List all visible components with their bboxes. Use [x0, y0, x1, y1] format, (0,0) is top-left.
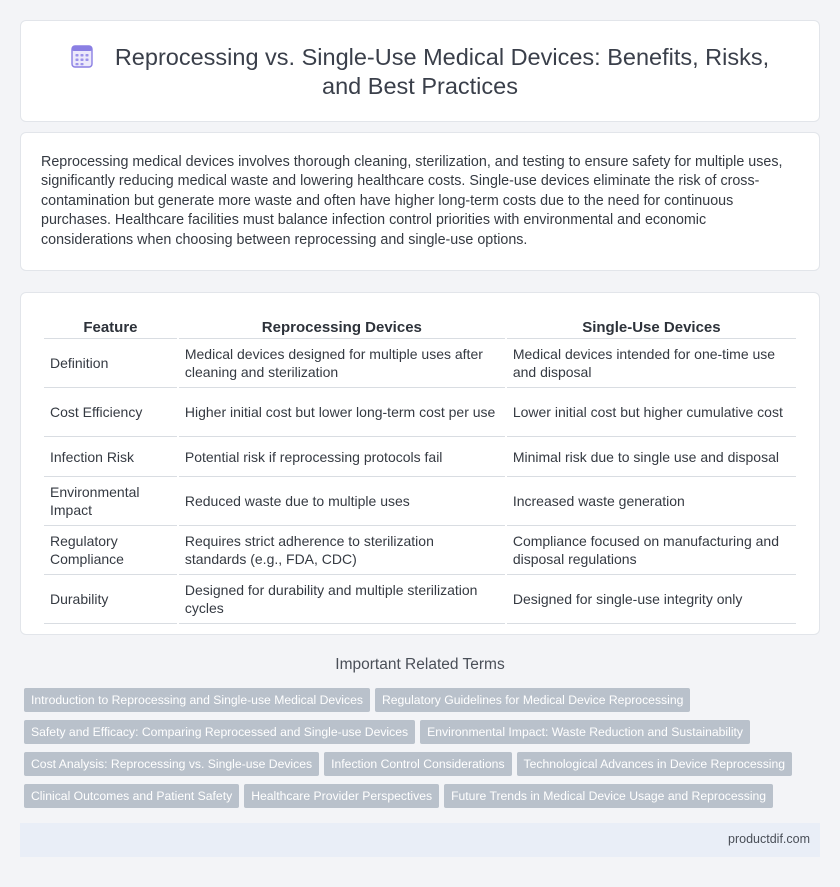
comparison-table-card: [20, 292, 820, 635]
page-title: [61, 43, 779, 101]
related-term-tag[interactable]: Regulatory Guidelines for Medical Device Reprocessing: [375, 688, 690, 712]
single-use-cell: Lower initial cost but higher cumulative cost: [507, 388, 796, 437]
related-term-tag[interactable]: Cost Analysis: Reprocessing vs. Single-use Devices: [24, 752, 319, 776]
feature-cell: Regulatory Compliance: [44, 526, 177, 575]
tag-row: [24, 752, 814, 784]
related-term-tag[interactable]: Infection Control Considerations: [324, 752, 511, 776]
reprocessing-cell: Higher initial cost but lower long-term cost per use: [179, 388, 505, 437]
footer-site-link[interactable]: productdif.com: [728, 832, 810, 846]
reprocessing-cell: Medical devices designed for multiple uses after cleaning and sterilization: [179, 339, 505, 388]
related-terms-list: [24, 688, 814, 816]
single-use-cell: Medical devices intended for one-time use and disposal: [507, 339, 796, 388]
table-row: [44, 526, 796, 575]
page-title-text: Reprocessing vs. Single-Use Medical Devices: Benefits, Risks, and Best Practices: [114, 44, 770, 99]
feature-cell: Cost Efficiency: [44, 388, 177, 437]
table-header-row: [44, 315, 796, 339]
table-row: [44, 437, 796, 477]
related-term-tag[interactable]: Technological Advances in Device Reprocessing: [517, 752, 793, 776]
tag-row: [24, 720, 814, 752]
feature-cell: Infection Risk: [44, 437, 177, 477]
related-term-tag[interactable]: Environmental Impact: Waste Reduction and Sustainability: [420, 720, 750, 744]
related-term-tag[interactable]: Future Trends in Medical Device Usage and Reprocessing: [444, 784, 773, 808]
table-row: [44, 575, 796, 624]
calendar-grid-icon: [71, 44, 93, 68]
footer-bar: [20, 823, 820, 857]
feature-cell: Definition: [44, 339, 177, 388]
related-term-tag[interactable]: Safety and Efficacy: Comparing Reprocessed and Single-use Devices: [24, 720, 415, 744]
intro-card: [20, 132, 820, 271]
table-row: [44, 339, 796, 388]
related-term-tag[interactable]: Introduction to Reprocessing and Single-use Medical Devices: [24, 688, 370, 712]
intro-paragraph: Reprocessing medical devices involves thorough cleaning, sterilization, and testing to ensure safety for multiple uses, significantly reducing medical waste and lowering healthcare costs. Single-use devices eliminate the risk of cross-contamination but generate more waste and often have higher long-term costs due to the need for continuous purchases. Healthcare facilities must balance infection control priorities with environmental and economic considerations when choosing between reprocessing and single-use options.: [41, 154, 783, 248]
reprocessing-cell: Reduced waste due to multiple uses: [179, 477, 505, 526]
title-card: [20, 20, 820, 122]
reprocessing-cell: Requires strict adherence to sterilization standards (e.g., FDA, CDC): [179, 526, 505, 575]
tag-row: [24, 784, 814, 816]
related-terms-heading: Important Related Terms: [335, 656, 505, 673]
feature-cell: Durability: [44, 575, 177, 624]
header-single-use: Single-Use Devices: [507, 315, 796, 339]
table-row: [44, 477, 796, 526]
single-use-cell: Compliance focused on manufacturing and disposal regulations: [507, 526, 796, 575]
reprocessing-cell: Potential risk if reprocessing protocols fail: [179, 437, 505, 477]
reprocessing-cell: Designed for durability and multiple sterilization cycles: [179, 575, 505, 624]
single-use-cell: Increased waste generation: [507, 477, 796, 526]
feature-cell: Environmental Impact: [44, 477, 177, 526]
comparison-table: [42, 315, 798, 624]
tag-row: [24, 688, 814, 720]
related-term-tag[interactable]: Healthcare Provider Perspectives: [244, 784, 439, 808]
single-use-cell: Minimal risk due to single use and disposal: [507, 437, 796, 477]
related-term-tag[interactable]: Clinical Outcomes and Patient Safety: [24, 784, 239, 808]
table-row: [44, 388, 796, 437]
header-feature: Feature: [44, 315, 177, 339]
header-reprocessing: Reprocessing Devices: [179, 315, 505, 339]
single-use-cell: Designed for single-use integrity only: [507, 575, 796, 624]
